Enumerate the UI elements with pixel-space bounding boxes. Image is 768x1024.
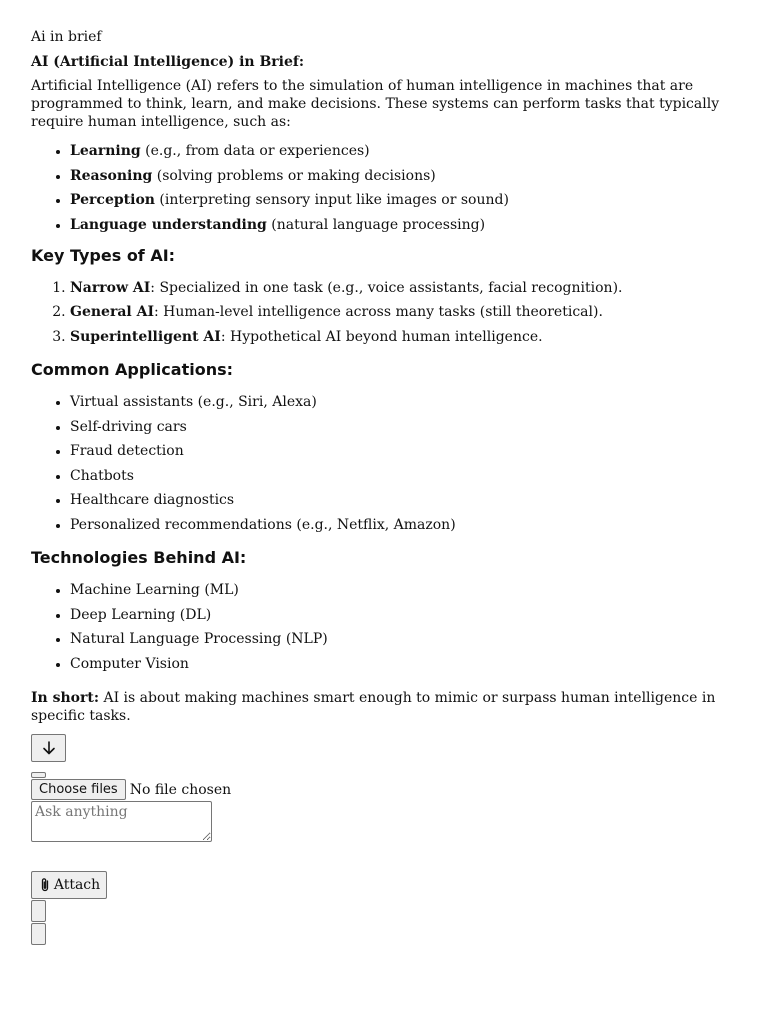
list-item: • Deep Learning (DL) bbox=[70, 606, 739, 624]
small-button-2[interactable] bbox=[31, 923, 46, 945]
list-item: • Fraud detection bbox=[70, 442, 739, 460]
types-list bbox=[31, 279, 739, 346]
small-button-1[interactable] bbox=[31, 900, 46, 922]
list-item: • Machine Learning (ML) bbox=[70, 581, 739, 599]
list-item bbox=[70, 303, 739, 321]
attach-button[interactable] bbox=[31, 871, 107, 899]
file-status-text: No file chosen bbox=[129, 781, 232, 798]
response-heading: AI (Artificial Intelligence) in Brief: bbox=[31, 54, 305, 70]
list-item: • Personalized recommendations (e.g., Netflix, Amazon) bbox=[70, 516, 739, 534]
response-content bbox=[31, 28, 739, 945]
summary-paragraph bbox=[31, 689, 739, 725]
choose-files-button[interactable]: Choose files bbox=[31, 779, 126, 800]
applications-list bbox=[31, 393, 739, 534]
list-item bbox=[70, 167, 739, 185]
paperclip-icon bbox=[38, 877, 52, 893]
page-title: Ai in brief bbox=[31, 29, 102, 45]
list-item bbox=[70, 279, 739, 297]
item-term: Learning bbox=[70, 143, 141, 159]
item-term: Superintelligent AI bbox=[70, 328, 221, 345]
list-item bbox=[70, 142, 739, 160]
list-item: • Natural Language Processing (NLP) bbox=[70, 630, 739, 648]
attach-label: Attach bbox=[53, 876, 101, 893]
list-item bbox=[70, 328, 739, 346]
item-desc: : Human-level intelligence across many tasks (still theoretical). bbox=[154, 304, 603, 321]
file-input[interactable] bbox=[31, 779, 739, 801]
item-desc: (interpreting sensory input like images or sound) bbox=[154, 192, 509, 209]
arrow-down-icon bbox=[41, 740, 57, 756]
technologies-list bbox=[31, 581, 739, 673]
section-heading-applications: Common Applications: bbox=[31, 359, 234, 379]
item-term: Narrow AI bbox=[70, 279, 151, 296]
item-term: Perception bbox=[70, 192, 155, 209]
list-item: • Chatbots bbox=[70, 467, 739, 485]
list-item: • Healthcare diagnostics bbox=[70, 491, 739, 509]
item-term: Language understanding bbox=[70, 216, 267, 233]
ask-input[interactable] bbox=[31, 801, 212, 842]
collapsed-button[interactable] bbox=[31, 772, 46, 778]
item-term: Reasoning bbox=[70, 167, 153, 184]
item-desc: : Hypothetical AI beyond human intelligence. bbox=[220, 328, 543, 345]
summary-text: AI is about making machines smart enough to mimic or surpass human intelligence in specific tasks. bbox=[31, 689, 716, 724]
list-item bbox=[70, 191, 739, 209]
section-heading-technologies: Technologies Behind AI: bbox=[31, 547, 247, 567]
item-desc: : Specialized in one task (e.g., voice assistants, facial recognition). bbox=[150, 279, 623, 296]
item-term: General AI bbox=[70, 304, 154, 321]
scroll-down-button[interactable] bbox=[31, 734, 66, 762]
item-desc: (e.g., from data or experiences) bbox=[140, 143, 370, 159]
summary-label: In short: bbox=[31, 689, 100, 706]
item-desc: (natural language processing) bbox=[266, 216, 486, 233]
capabilities-list bbox=[31, 142, 739, 234]
intro-paragraph: Artificial Intelligence (AI) refers to the simulation of human intelligence in machines that are programmed to think, learn, and make decisions. These systems can perform tasks that typically require human intelligence, such as: bbox=[31, 78, 720, 130]
list-item: • Virtual assistants (e.g., Siri, Alexa) bbox=[70, 393, 739, 411]
list-item bbox=[70, 216, 739, 234]
list-item: • Self-driving cars bbox=[70, 418, 739, 436]
list-item: • Computer Vision bbox=[70, 655, 739, 673]
item-desc: (solving problems or making decisions) bbox=[152, 167, 436, 184]
section-heading-types: Key Types of AI: bbox=[31, 245, 176, 265]
